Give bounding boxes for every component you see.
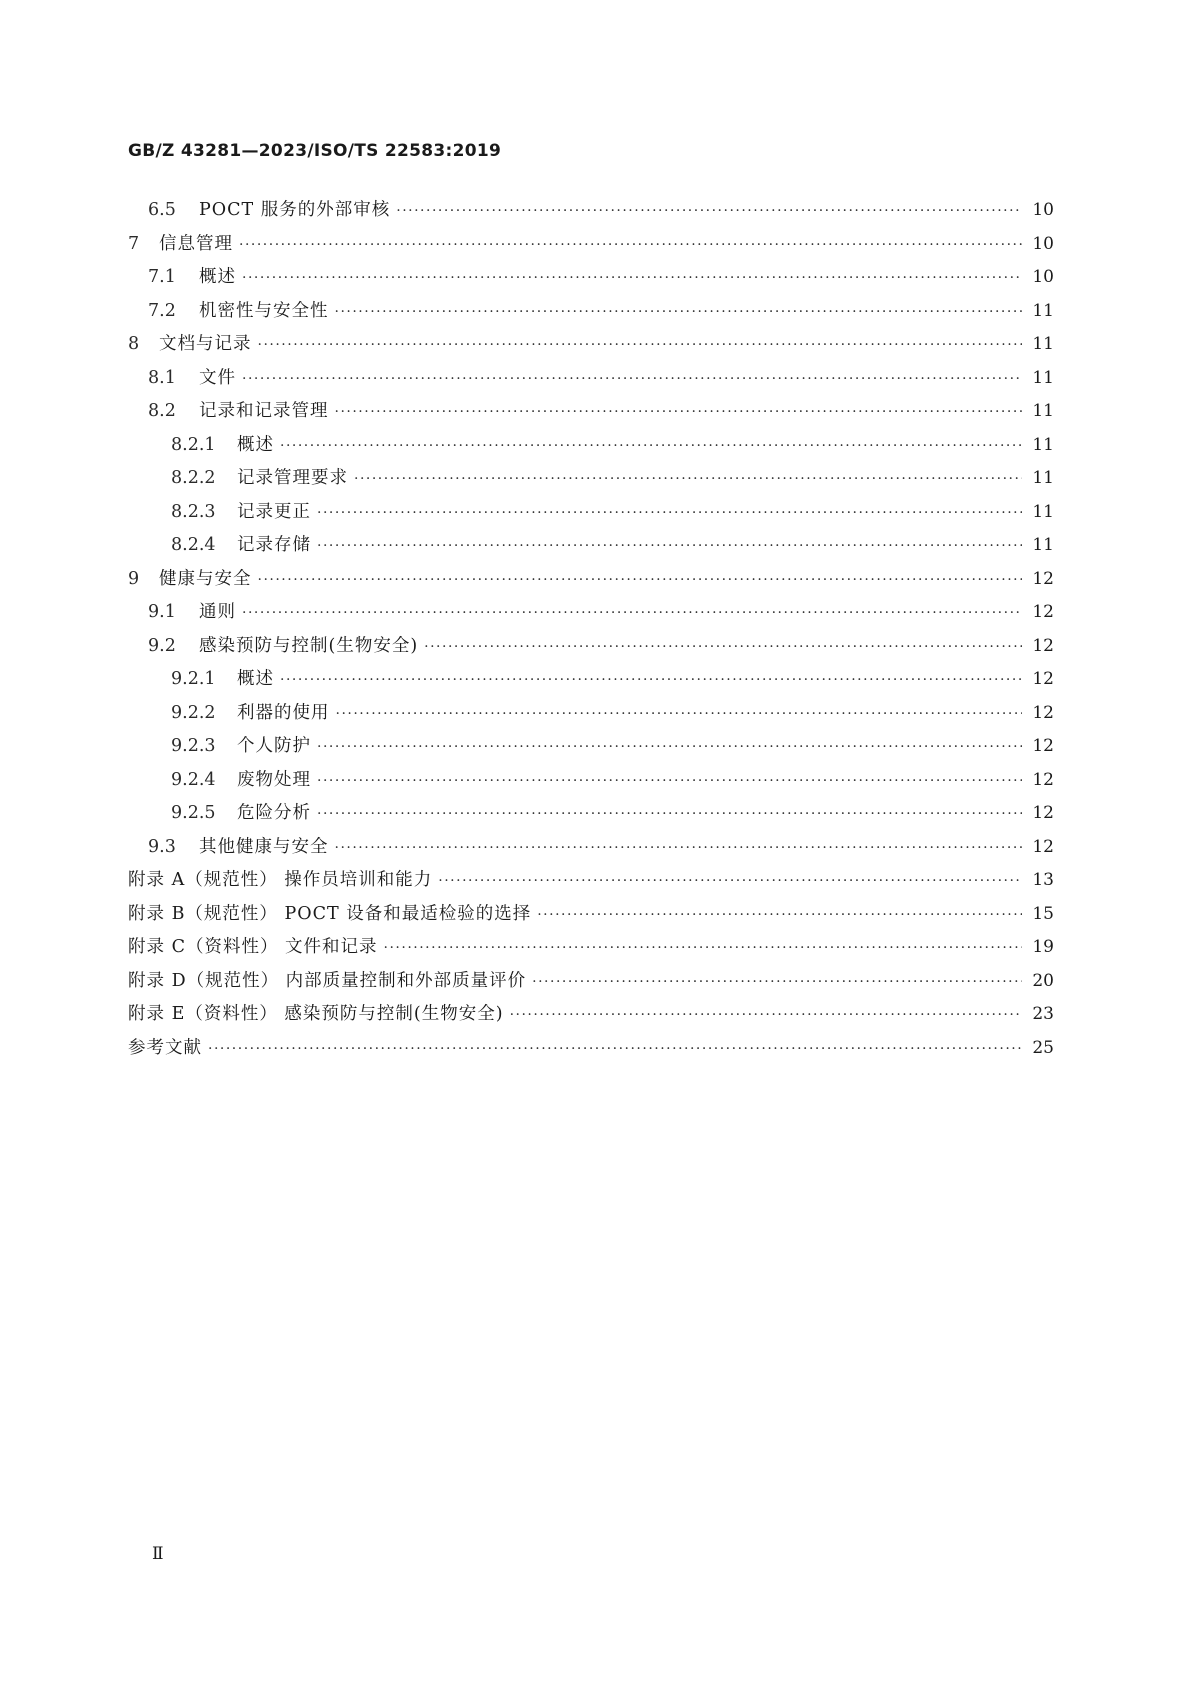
toc-entry-8[interactable] (128, 328, 1054, 362)
toc-entry-page: 12 (1032, 803, 1054, 823)
toc-entry-annex-e[interactable] (128, 998, 1054, 1032)
toc-entry-number: 9.1 (148, 602, 176, 622)
toc-entry-page: 11 (1032, 401, 1054, 421)
dot-leader (335, 396, 1023, 430)
dot-leader (317, 530, 1022, 564)
toc-entry-9-2-4[interactable] (128, 764, 1054, 798)
toc-entry-page: 10 (1032, 267, 1054, 287)
toc-entry-9-2-1[interactable] (128, 663, 1054, 697)
toc-entry-8-2-4[interactable] (128, 529, 1054, 563)
toc-entry-page: 13 (1032, 870, 1054, 890)
toc-entry-number: 8.1 (148, 367, 176, 388)
toc-entry-title: 附录 E（资料性） 感染预防与控制(生物安全) (128, 1004, 504, 1024)
toc-entry-number: 9.2.5 (171, 803, 216, 823)
dot-leader (258, 329, 1023, 363)
toc-entry-number: 8.2 (148, 401, 176, 421)
toc-entry-page: 12 (1032, 836, 1054, 857)
dot-leader (242, 363, 1022, 397)
toc-entry-page: 25 (1032, 1037, 1054, 1058)
dot-leader (537, 899, 1022, 933)
toc-entry-page: 10 (1032, 200, 1054, 220)
dot-leader (396, 195, 1022, 229)
toc-entry-page: 11 (1032, 434, 1054, 455)
toc-entry-page: 11 (1032, 300, 1054, 321)
dot-leader (317, 765, 1022, 799)
toc-entry-page: 10 (1032, 233, 1054, 254)
dot-leader (438, 865, 1022, 899)
toc-entry-annex-b[interactable] (128, 898, 1054, 932)
toc-entry-annex-a[interactable] (128, 864, 1054, 898)
toc-entry-6-5[interactable] (128, 194, 1054, 228)
toc-entry-number: 9.2.3 (171, 736, 216, 756)
toc-entry-title: 记录存储 (237, 535, 311, 555)
toc-entry-title: 利器的使用 (237, 702, 330, 723)
toc-entry-number: 9.2.4 (171, 769, 216, 790)
toc-entry-title: 文件 (199, 367, 236, 388)
toc-entry-number: 9.3 (148, 836, 176, 857)
table-of-contents (128, 194, 1054, 1065)
toc-entry-8-1[interactable] (128, 362, 1054, 396)
dot-leader (336, 698, 1023, 732)
toc-entry-title: 附录 C（资料性） 文件和记录 (128, 937, 378, 957)
toc-entry-title: 感染预防与控制(生物安全) (199, 635, 419, 656)
dot-leader (317, 798, 1022, 832)
toc-entry-9[interactable] (128, 563, 1054, 597)
dot-leader (532, 966, 1022, 1000)
toc-entry-title: 信息管理 (159, 233, 233, 254)
toc-entry-number: 9.2.1 (171, 669, 216, 689)
toc-entry-title: 个人防护 (237, 736, 311, 756)
toc-entry-title: 附录 B（规范性） POCT 设备和最适检验的选择 (128, 903, 532, 924)
toc-entry-number: 6.5 (148, 200, 176, 220)
toc-entry-number: 8.2.1 (171, 434, 216, 455)
toc-entry-number: 7 (128, 233, 140, 254)
toc-entry-page: 11 (1032, 535, 1054, 555)
toc-entry-page: 12 (1032, 568, 1054, 589)
toc-entry-title: 通则 (199, 602, 236, 622)
toc-entry-title: 记录更正 (237, 501, 311, 522)
toc-entry-number: 9 (128, 568, 140, 589)
toc-entry-page: 12 (1032, 669, 1054, 689)
toc-entry-page: 11 (1032, 367, 1054, 388)
toc-entry-title: 附录 A（规范性） 操作员培训和能力 (128, 870, 433, 890)
dot-leader (317, 497, 1022, 531)
toc-entry-8-2[interactable] (128, 395, 1054, 429)
toc-entry-title: 危险分析 (237, 803, 311, 823)
toc-entry-9-1[interactable] (128, 596, 1054, 630)
toc-entry-page: 11 (1032, 468, 1054, 488)
toc-entry-number: 8.2.3 (171, 501, 216, 522)
toc-entry-9-3[interactable] (128, 831, 1054, 865)
toc-entry-number: 8.2.4 (171, 535, 216, 555)
toc-entry-bibliography[interactable] (128, 1032, 1054, 1066)
toc-entry-title: 概述 (199, 267, 236, 287)
toc-entry-9-2-5[interactable] (128, 797, 1054, 831)
dot-leader (317, 731, 1022, 765)
toc-entry-page: 11 (1032, 334, 1054, 354)
page-folio: Ⅱ (152, 1544, 164, 1564)
dot-leader (384, 932, 1022, 966)
toc-entry-page: 11 (1032, 501, 1054, 522)
toc-entry-number: 7.1 (148, 267, 176, 287)
toc-entry-number: 7.2 (148, 300, 176, 321)
toc-entry-7-1[interactable] (128, 261, 1054, 295)
toc-entry-8-2-2[interactable] (128, 462, 1054, 496)
toc-entry-8-2-3[interactable] (128, 496, 1054, 530)
toc-entry-8-2-1[interactable] (128, 429, 1054, 463)
toc-entry-title: 文档与记录 (159, 334, 252, 354)
toc-entry-number: 8 (128, 334, 140, 354)
toc-entry-page: 20 (1032, 970, 1054, 991)
toc-entry-title: 其他健康与安全 (199, 836, 329, 857)
toc-entry-annex-c[interactable] (128, 931, 1054, 965)
toc-entry-number: 8.2.2 (171, 468, 216, 488)
toc-entry-7[interactable] (128, 228, 1054, 262)
dot-leader (280, 664, 1022, 698)
toc-entry-page: 12 (1032, 602, 1054, 622)
toc-entry-title: 记录管理要求 (237, 468, 348, 488)
dot-leader (354, 463, 1022, 497)
toc-entry-page: 19 (1032, 937, 1054, 957)
toc-entry-number: 9.2 (148, 635, 176, 656)
dot-leader (242, 597, 1022, 631)
toc-entry-title: 记录和记录管理 (199, 401, 329, 421)
dot-leader (242, 262, 1022, 296)
toc-entry-page: 12 (1032, 635, 1054, 656)
toc-entry-title: 参考文献 (128, 1037, 202, 1058)
toc-entry-7-2[interactable] (128, 295, 1054, 329)
toc-entry-title: 概述 (237, 434, 274, 455)
toc-entry-title: POCT 服务的外部审核 (199, 200, 391, 220)
toc-entry-9-2-2[interactable] (128, 697, 1054, 731)
dot-leader (424, 631, 1022, 665)
toc-entry-annex-d[interactable] (128, 965, 1054, 999)
toc-entry-9-2-3[interactable] (128, 730, 1054, 764)
toc-entry-title: 机密性与安全性 (199, 300, 329, 321)
dot-leader (208, 1033, 1022, 1067)
dot-leader (335, 296, 1023, 330)
toc-entry-page: 15 (1032, 903, 1054, 924)
toc-entry-page: 23 (1032, 1004, 1054, 1024)
toc-entry-title: 健康与安全 (159, 568, 252, 589)
toc-entry-9-2[interactable] (128, 630, 1054, 664)
toc-entry-number: 9.2.2 (171, 702, 216, 723)
standard-code-header: GB/Z 43281—2023/ISO/TS 22583:2019 (128, 141, 502, 161)
toc-entry-title: 概述 (237, 669, 274, 689)
dot-leader (280, 430, 1022, 464)
dot-leader (239, 229, 1022, 263)
toc-entry-page: 12 (1032, 736, 1054, 756)
dot-leader (510, 999, 1022, 1033)
toc-entry-title: 附录 D（规范性） 内部质量控制和外部质量评价 (128, 970, 527, 991)
toc-entry-title: 废物处理 (237, 769, 311, 790)
toc-entry-page: 12 (1032, 702, 1054, 723)
dot-leader (335, 832, 1023, 866)
dot-leader (258, 564, 1023, 598)
toc-entry-page: 12 (1032, 769, 1054, 790)
